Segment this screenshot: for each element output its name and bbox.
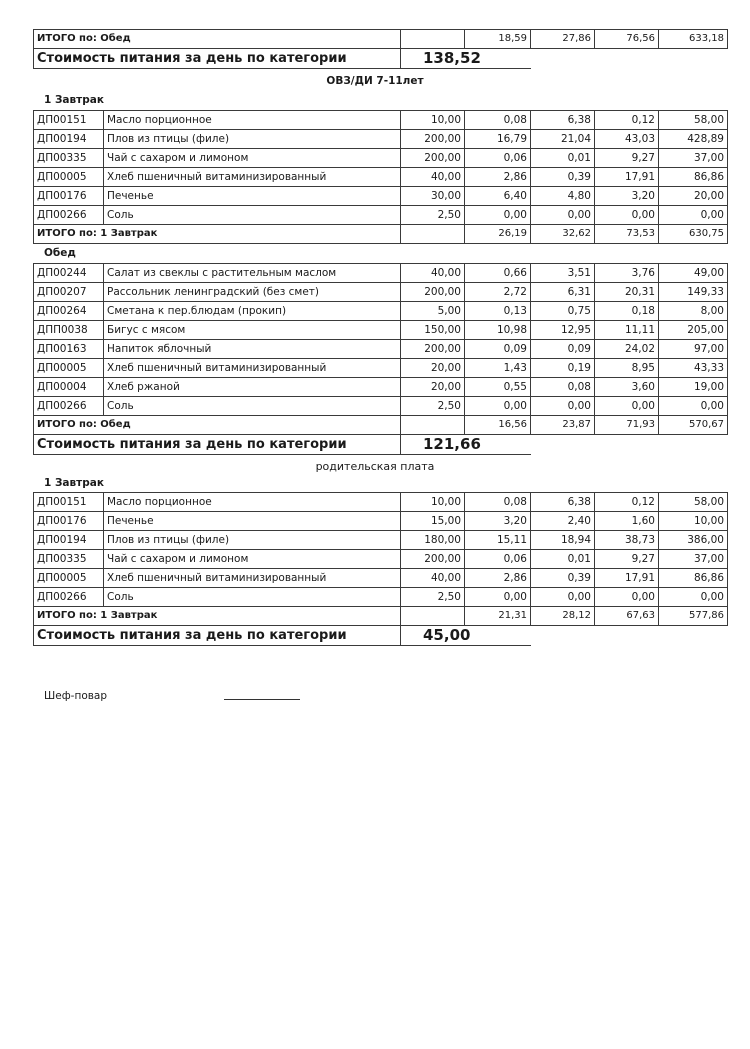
item-kcal: 86,86 [659, 168, 728, 187]
item-carbs: 43,03 [595, 130, 659, 149]
item-fat: 0,01 [531, 149, 595, 168]
meal-header: Обед [44, 247, 76, 259]
lunch-table [33, 263, 728, 455]
item-carbs: 3,76 [595, 264, 659, 283]
item-carbs: 17,91 [595, 569, 659, 588]
item-qty: 2,50 [401, 588, 465, 607]
item-code: ДП00151 [34, 111, 104, 130]
table-row [34, 149, 728, 168]
item-kcal: 37,00 [659, 149, 728, 168]
item-name: Рассольник ленинградский (без смет) [104, 283, 401, 302]
item-fat: 6,38 [531, 493, 595, 512]
item-carbs: 38,73 [595, 531, 659, 550]
cost-value: 121,66 [401, 435, 531, 455]
item-carbs: 0,00 [595, 397, 659, 416]
table-row [34, 340, 728, 359]
item-code: ДП00005 [34, 569, 104, 588]
item-qty: 20,00 [401, 359, 465, 378]
item-fat: 0,19 [531, 359, 595, 378]
item-kcal: 43,33 [659, 359, 728, 378]
total-carbs: 73,53 [595, 225, 659, 244]
item-fat: 21,04 [531, 130, 595, 149]
item-protein: 0,13 [465, 302, 531, 321]
table-row [34, 302, 728, 321]
item-carbs: 0,12 [595, 111, 659, 130]
cost-label: Стоимость питания за день по категории [34, 435, 401, 455]
parent-pay-breakfast-table [33, 492, 728, 646]
item-name: Соль [104, 397, 401, 416]
total-protein: 21,31 [465, 607, 531, 626]
table-row [34, 187, 728, 206]
item-name: Хлеб пшеничный витаминизированный [104, 168, 401, 187]
item-qty: 2,50 [401, 206, 465, 225]
item-fat: 18,94 [531, 531, 595, 550]
item-name: Плов из птицы (филе) [104, 130, 401, 149]
breakfast-table [33, 110, 728, 244]
total-kcal: 633,18 [659, 30, 728, 49]
table-row [34, 111, 728, 130]
item-fat: 0,39 [531, 168, 595, 187]
item-kcal: 49,00 [659, 264, 728, 283]
item-carbs: 9,27 [595, 550, 659, 569]
cost-row [34, 49, 728, 69]
cost-row [34, 626, 728, 646]
total-fat: 28,12 [531, 607, 595, 626]
item-carbs: 1,60 [595, 512, 659, 531]
item-code: ДП00207 [34, 283, 104, 302]
total-kcal: 570,67 [659, 416, 728, 435]
item-kcal: 0,00 [659, 397, 728, 416]
table-row [34, 359, 728, 378]
item-code: ДП00266 [34, 397, 104, 416]
item-name: Хлеб пшеничный витаминизированный [104, 569, 401, 588]
item-protein: 0,55 [465, 378, 531, 397]
chef-label: Шеф-повар [44, 690, 108, 702]
item-code: ДП00335 [34, 149, 104, 168]
item-fat: 0,09 [531, 340, 595, 359]
item-kcal: 8,00 [659, 302, 728, 321]
item-kcal: 0,00 [659, 206, 728, 225]
item-name: Печенье [104, 512, 401, 531]
item-carbs: 3,20 [595, 187, 659, 206]
item-carbs: 3,60 [595, 378, 659, 397]
section-title: ОВЗ/ДИ 7-11лет [326, 75, 424, 87]
table-row [34, 588, 728, 607]
item-code: ДП00163 [34, 340, 104, 359]
table-row [34, 321, 728, 340]
item-protein: 0,08 [465, 493, 531, 512]
item-kcal: 205,00 [659, 321, 728, 340]
item-carbs: 9,27 [595, 149, 659, 168]
item-qty: 200,00 [401, 283, 465, 302]
table-row [34, 512, 728, 531]
item-qty: 200,00 [401, 550, 465, 569]
total-kcal: 577,86 [659, 607, 728, 626]
item-name: Масло порционное [104, 493, 401, 512]
item-protein: 0,00 [465, 588, 531, 607]
cost-label: Стоимость питания за день по категории [34, 626, 401, 646]
table-row [34, 550, 728, 569]
cost-label: Стоимость питания за день по категории [34, 49, 401, 69]
item-kcal: 97,00 [659, 340, 728, 359]
item-protein: 2,72 [465, 283, 531, 302]
item-protein: 0,08 [465, 111, 531, 130]
table-row [34, 130, 728, 149]
item-name: Чай с сахаром и лимоном [104, 149, 401, 168]
meal-header: 1 Завтрак [44, 94, 104, 106]
total-kcal: 630,75 [659, 225, 728, 244]
total-label: ИТОГО по: Обед [34, 416, 401, 435]
item-qty: 200,00 [401, 340, 465, 359]
signature-line [224, 699, 300, 700]
table-row [34, 531, 728, 550]
item-protein: 2,86 [465, 168, 531, 187]
item-qty: 40,00 [401, 264, 465, 283]
item-name: Салат из свеклы с растительным маслом [104, 264, 401, 283]
total-row [34, 30, 728, 49]
total-carbs: 71,93 [595, 416, 659, 435]
item-carbs: 20,31 [595, 283, 659, 302]
total-protein: 26,19 [465, 225, 531, 244]
item-qty: 15,00 [401, 512, 465, 531]
item-carbs: 0,00 [595, 206, 659, 225]
item-name: Хлеб пшеничный витаминизированный [104, 359, 401, 378]
item-protein: 6,40 [465, 187, 531, 206]
item-carbs: 0,12 [595, 493, 659, 512]
total-row [34, 225, 728, 244]
item-qty: 10,00 [401, 111, 465, 130]
item-code: ДП00176 [34, 187, 104, 206]
table-row [34, 264, 728, 283]
table-row [34, 493, 728, 512]
item-protein: 0,66 [465, 264, 531, 283]
item-fat: 3,51 [531, 264, 595, 283]
item-name: Масло порционное [104, 111, 401, 130]
table-row [34, 283, 728, 302]
item-carbs: 11,11 [595, 321, 659, 340]
item-qty: 30,00 [401, 187, 465, 206]
item-kcal: 10,00 [659, 512, 728, 531]
item-fat: 2,40 [531, 512, 595, 531]
total-label: ИТОГО по: Обед [34, 30, 401, 49]
item-fat: 6,38 [531, 111, 595, 130]
table-row [34, 397, 728, 416]
item-fat: 0,00 [531, 588, 595, 607]
item-protein: 0,06 [465, 149, 531, 168]
item-name: Бигус с мясом [104, 321, 401, 340]
item-qty: 200,00 [401, 149, 465, 168]
item-name: Сметана к пер.блюдам (прокип) [104, 302, 401, 321]
item-kcal: 58,00 [659, 493, 728, 512]
item-kcal: 386,00 [659, 531, 728, 550]
cost-value: 138,52 [401, 49, 531, 69]
item-fat: 4,80 [531, 187, 595, 206]
item-code: ДП00005 [34, 359, 104, 378]
item-carbs: 0,00 [595, 588, 659, 607]
total-protein: 16,56 [465, 416, 531, 435]
item-qty: 40,00 [401, 168, 465, 187]
item-protein: 15,11 [465, 531, 531, 550]
item-protein: 0,00 [465, 397, 531, 416]
item-code: ДП00266 [34, 206, 104, 225]
item-code: ДП00176 [34, 512, 104, 531]
item-name: Плов из птицы (филе) [104, 531, 401, 550]
item-protein: 1,43 [465, 359, 531, 378]
item-protein: 16,79 [465, 130, 531, 149]
item-protein: 3,20 [465, 512, 531, 531]
item-qty: 150,00 [401, 321, 465, 340]
item-protein: 0,09 [465, 340, 531, 359]
item-fat: 0,00 [531, 206, 595, 225]
cost-row [34, 435, 728, 455]
section-title: родительская плата [315, 460, 435, 473]
total-label: ИТОГО по: 1 Завтрак [34, 607, 401, 626]
cost-value: 45,00 [401, 626, 531, 646]
item-carbs: 17,91 [595, 168, 659, 187]
item-fat: 6,31 [531, 283, 595, 302]
item-protein: 0,00 [465, 206, 531, 225]
item-qty: 40,00 [401, 569, 465, 588]
item-code: ДПП0038 [34, 321, 104, 340]
item-name: Соль [104, 588, 401, 607]
item-code: ДП00264 [34, 302, 104, 321]
item-protein: 0,06 [465, 550, 531, 569]
item-carbs: 24,02 [595, 340, 659, 359]
total-label: ИТОГО по: 1 Завтрак [34, 225, 401, 244]
item-fat: 12,95 [531, 321, 595, 340]
item-code: ДП00266 [34, 588, 104, 607]
item-kcal: 58,00 [659, 111, 728, 130]
top-summary-table [33, 29, 728, 69]
item-code: ДП00151 [34, 493, 104, 512]
item-code: ДП00244 [34, 264, 104, 283]
table-row [34, 168, 728, 187]
item-qty: 180,00 [401, 531, 465, 550]
item-carbs: 0,18 [595, 302, 659, 321]
meal-header: 1 Завтрак [44, 477, 104, 489]
table-row [34, 206, 728, 225]
item-kcal: 149,33 [659, 283, 728, 302]
item-name: Напиток яблочный [104, 340, 401, 359]
item-qty: 2,50 [401, 397, 465, 416]
total-protein: 18,59 [465, 30, 531, 49]
item-carbs: 8,95 [595, 359, 659, 378]
item-name: Соль [104, 206, 401, 225]
total-row [34, 607, 728, 626]
item-fat: 0,08 [531, 378, 595, 397]
item-kcal: 86,86 [659, 569, 728, 588]
total-fat: 27,86 [531, 30, 595, 49]
total-carbs: 67,63 [595, 607, 659, 626]
item-qty: 200,00 [401, 130, 465, 149]
item-protein: 2,86 [465, 569, 531, 588]
item-qty: 20,00 [401, 378, 465, 397]
item-kcal: 428,89 [659, 130, 728, 149]
item-name: Чай с сахаром и лимоном [104, 550, 401, 569]
item-fat: 0,00 [531, 397, 595, 416]
item-code: ДП00194 [34, 531, 104, 550]
item-qty: 10,00 [401, 493, 465, 512]
total-row [34, 416, 728, 435]
item-kcal: 19,00 [659, 378, 728, 397]
item-fat: 0,75 [531, 302, 595, 321]
total-fat: 23,87 [531, 416, 595, 435]
total-fat: 32,62 [531, 225, 595, 244]
item-code: ДП00004 [34, 378, 104, 397]
item-kcal: 37,00 [659, 550, 728, 569]
item-code: ДП00335 [34, 550, 104, 569]
table-row [34, 569, 728, 588]
item-name: Хлеб ржаной [104, 378, 401, 397]
item-name: Печенье [104, 187, 401, 206]
item-protein: 10,98 [465, 321, 531, 340]
item-kcal: 0,00 [659, 588, 728, 607]
item-code: ДП00194 [34, 130, 104, 149]
table-row [34, 378, 728, 397]
item-code: ДП00005 [34, 168, 104, 187]
item-fat: 0,39 [531, 569, 595, 588]
total-carbs: 76,56 [595, 30, 659, 49]
item-fat: 0,01 [531, 550, 595, 569]
item-kcal: 20,00 [659, 187, 728, 206]
item-qty: 5,00 [401, 302, 465, 321]
